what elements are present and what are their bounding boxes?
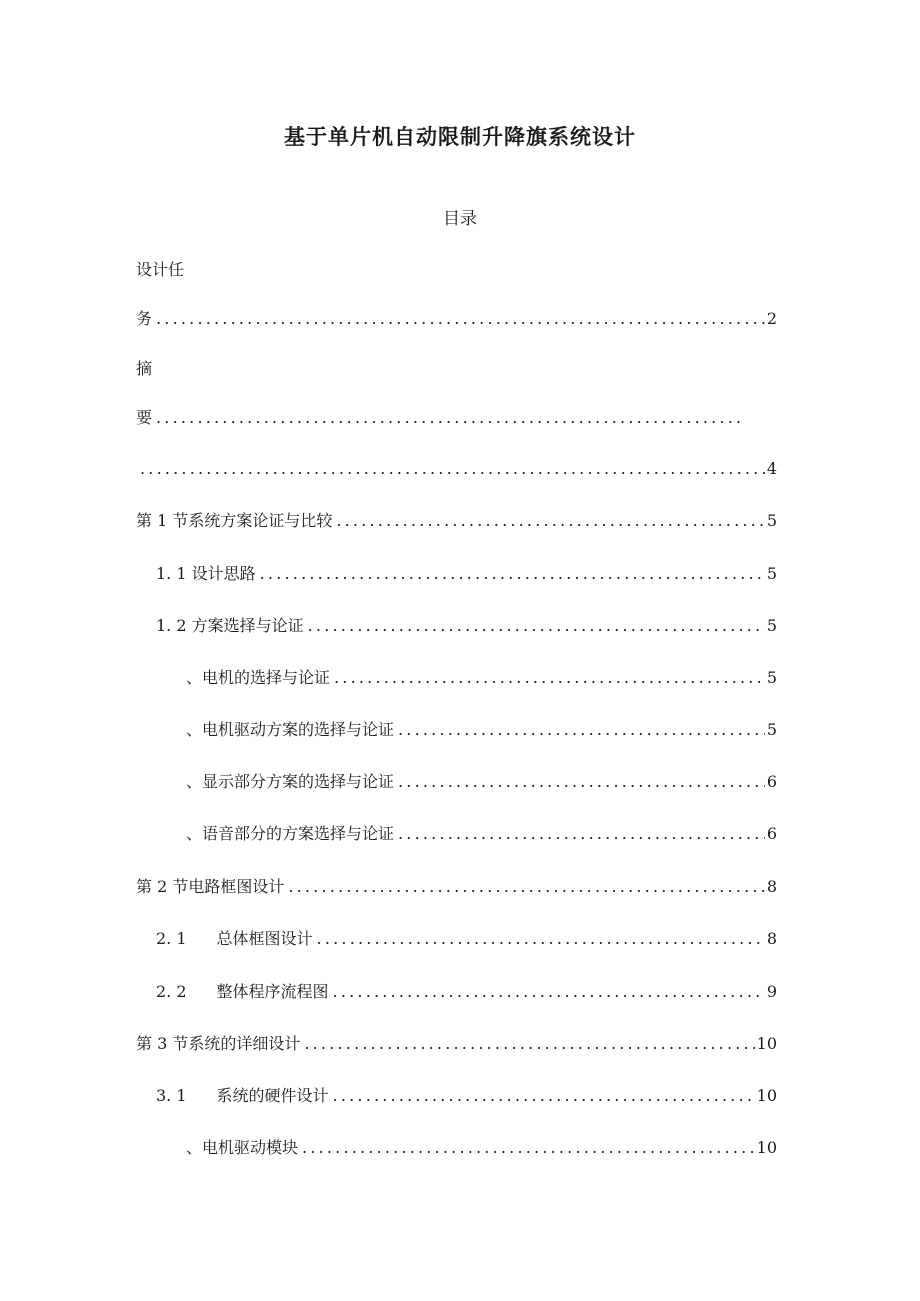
leader-dots: [333, 1083, 755, 1109]
toc-section-title: 设计思路: [191, 564, 256, 583]
toc-section-title: 系统的硬件设计: [216, 1086, 329, 1105]
toc-page-number: 10: [756, 1138, 777, 1157]
toc-entry-1-2[interactable]: [156, 613, 777, 639]
leader-dots: [334, 665, 765, 691]
toc-section-number: 1. 1: [156, 564, 187, 583]
toc-page-number: 10: [756, 1086, 777, 1105]
toc-page-number: 6: [766, 772, 777, 791]
toc-section-number: 2. 2: [156, 982, 187, 1001]
toc-entry-chapter-1[interactable]: [136, 508, 777, 534]
toc-entry-label: [156, 561, 256, 587]
toc-entry-motor-driver-module[interactable]: [186, 1135, 777, 1161]
toc-entry-2-1[interactable]: [156, 926, 777, 952]
toc-page-number: 5: [766, 511, 777, 530]
toc-page-number: 5: [766, 720, 777, 739]
toc-entry-motor-selection[interactable]: [186, 665, 777, 691]
toc-page-number: 10: [756, 1034, 777, 1053]
toc-task-label-line2: 务: [136, 309, 153, 328]
leader-dots: [308, 613, 765, 639]
toc-page-number: 8: [766, 877, 777, 896]
toc-page-number: 5: [766, 564, 777, 583]
toc-page-number: 5: [766, 668, 777, 687]
toc-entry-motor-driver[interactable]: [186, 717, 777, 743]
toc-section-number: 3. 1: [156, 1086, 187, 1105]
toc-heading: 目录: [443, 209, 477, 229]
toc-page-number: 2: [766, 309, 777, 328]
leader-dots: [260, 561, 765, 587]
leader-dots: [317, 926, 765, 952]
leader-dots: [304, 1031, 754, 1057]
toc-entry-chapter-2[interactable]: [136, 874, 777, 900]
toc-page-number: 6: [766, 824, 777, 843]
leader-dots: [156, 306, 765, 332]
toc-entry-3-1[interactable]: [156, 1083, 777, 1109]
toc-entry-1-1[interactable]: [156, 561, 777, 587]
toc-section-number: 2. 1: [156, 929, 187, 948]
page-title: 基于单片机自动限制升降旗系统设计: [284, 125, 636, 149]
leader-dots: [398, 821, 765, 847]
toc-page-number: 9: [766, 982, 777, 1001]
toc-page-number: 8: [766, 929, 777, 948]
leader-dots: [336, 508, 764, 534]
toc-entry-label: 第 1 节系统方案论证与比较: [136, 511, 333, 530]
toc-entry-label: [156, 1083, 329, 1109]
toc-abstract-label-line2: 要: [136, 408, 153, 427]
toc-entry-chapter-3[interactable]: [136, 1031, 777, 1057]
leader-dots: [333, 979, 765, 1005]
toc-entry-label: 、电机的选择与论证: [186, 668, 331, 687]
leader-dots: [140, 456, 765, 482]
toc-entry-label: [156, 926, 313, 952]
toc-entry-task[interactable]: [136, 306, 777, 332]
leader-dots: [398, 717, 765, 743]
toc-section-number: 1. 2: [156, 616, 187, 635]
leader-dots: [156, 405, 740, 431]
toc-page-number: 4: [766, 459, 777, 478]
leader-dots: [288, 874, 764, 900]
toc-entry-label: 、显示部分方案的选择与论证: [186, 772, 395, 791]
toc-entry-label: 第 2 节电路框图设计: [136, 877, 285, 896]
toc-abstract-label-line1: 摘: [136, 359, 153, 378]
toc-entry-label: 、电机驱动方案的选择与论证: [186, 720, 395, 739]
toc-entry-label: 、电机驱动模块: [186, 1138, 299, 1157]
toc-section-title: 整体程序流程图: [216, 982, 329, 1001]
toc-entry-label: 第 3 节系统的详细设计: [136, 1034, 301, 1053]
leader-dots: [302, 1135, 755, 1161]
toc-entry-display[interactable]: [186, 769, 777, 795]
toc-entry-label: 、语音部分的方案选择与论证: [186, 824, 395, 843]
toc-task-label-line1: 设计任: [136, 260, 185, 279]
toc-entry-2-2[interactable]: [156, 979, 777, 1005]
toc-entry-abstract-line[interactable]: [136, 405, 742, 431]
toc-page-number: 5: [766, 616, 777, 635]
toc-entry-voice[interactable]: [186, 821, 777, 847]
toc-section-title: 方案选择与论证: [191, 616, 304, 635]
leader-dots: [398, 769, 765, 795]
toc-entry-label: [156, 613, 304, 639]
toc-entry-abstract[interactable]: [140, 456, 777, 482]
toc-entry-label: [156, 979, 329, 1005]
toc-section-title: 总体框图设计: [216, 929, 313, 948]
